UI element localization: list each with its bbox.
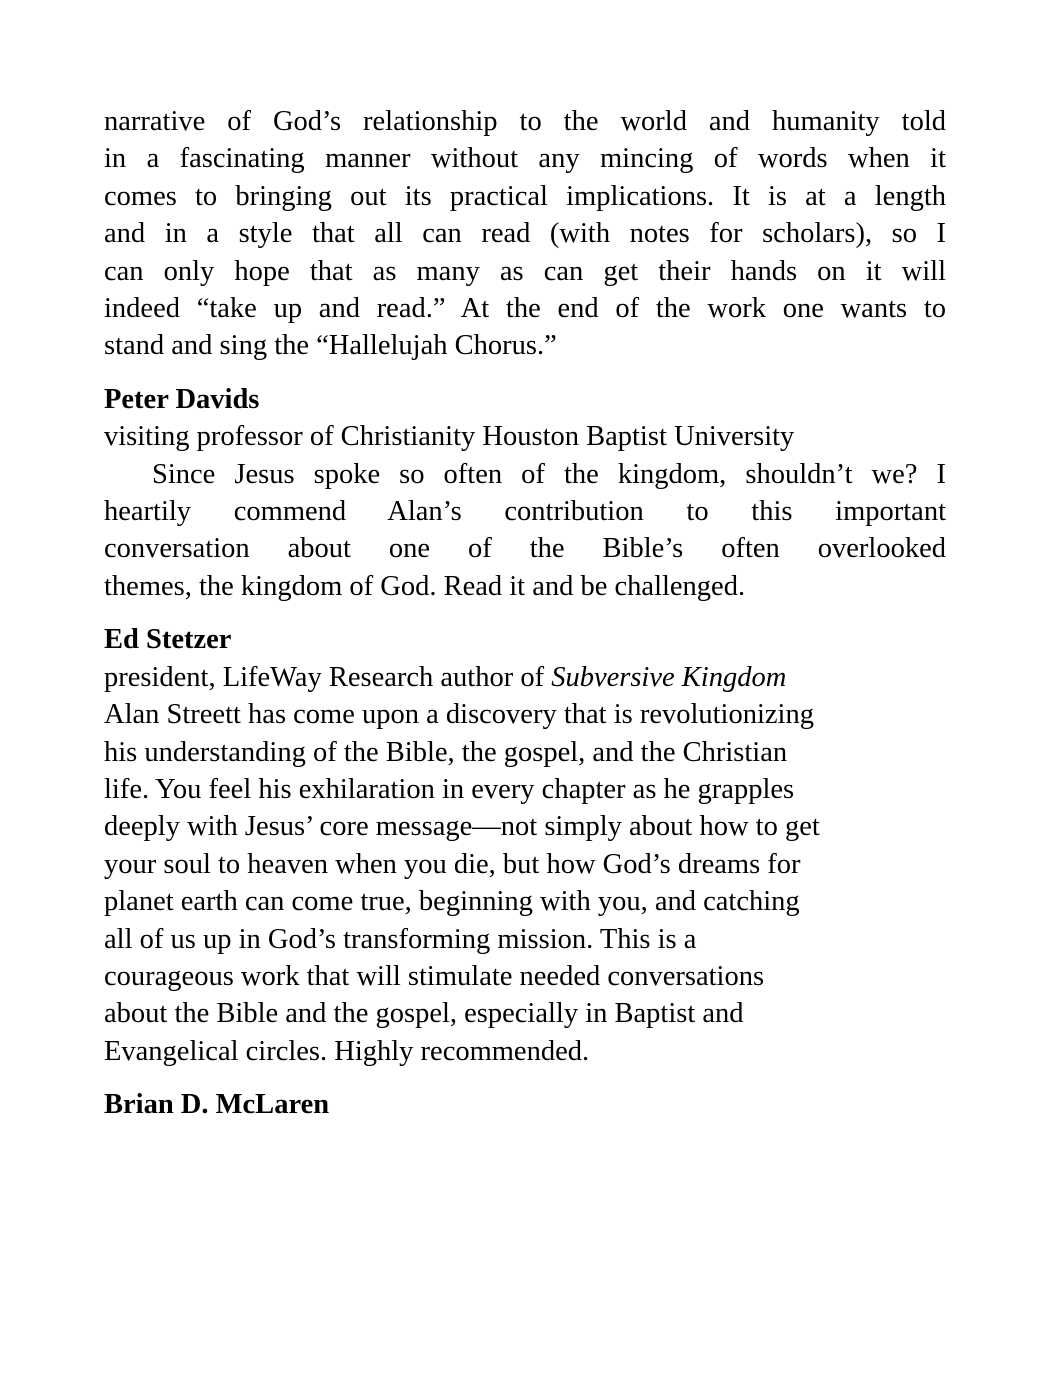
document-page xyxy=(104,103,946,1124)
text-line: all of us up in God’s transforming mission. This is a xyxy=(104,923,697,955)
text-line: Alan Streett has come upon a discovery that is revolutionizing xyxy=(104,699,814,731)
endorser-name-brian-mclaren: Brian D. McLaren xyxy=(104,1089,330,1121)
endorser-name-ed-stetzer: Ed Stetzer xyxy=(104,624,232,656)
text-line: Since Jesus spoke so often of the kingdom, shouldn’t we? I xyxy=(152,458,946,490)
text-line: his understanding of the Bible, the gospel, and the Christian xyxy=(104,736,788,768)
text-line: and in a style that all can read (with notes for scholars), so I xyxy=(104,218,946,250)
text-line: indeed “take up and read.” At the end of the work one wants to xyxy=(104,293,946,325)
endorsement-quote xyxy=(104,456,946,606)
text-line: stand and sing the “Hallelujah Chorus.” xyxy=(104,330,557,362)
opening-paragraph xyxy=(104,103,946,365)
text-line: conversation about one of the Bible’s often overlooked xyxy=(104,533,946,565)
endorsement-quote xyxy=(104,696,946,1070)
book-title: Subversive Kingdom xyxy=(551,661,787,693)
text-line: can only hope that as many as can get their hands on it will xyxy=(104,255,946,287)
text-line: themes, the kingdom of God. Read it and be challenged. xyxy=(104,570,746,602)
text-line: your soul to heaven when you die, but how God’s dreams for xyxy=(104,848,801,880)
text-line: Evangelical circles. Highly recommended. xyxy=(104,1035,590,1067)
endorser-title xyxy=(104,659,946,696)
text-line: comes to bringing out its practical implications. It is at a length xyxy=(104,180,946,212)
text-line: deeply with Jesus’ core message—not simply about how to get xyxy=(104,811,820,843)
text-line: planet earth can come true, beginning with you, and catching xyxy=(104,886,800,918)
text-line: courageous work that will stimulate needed conversations xyxy=(104,960,765,992)
text-line: life. You feel his exhilaration in every chapter as he grapples xyxy=(104,773,795,805)
endorser-title: visiting professor of Christianity Houston Baptist University xyxy=(104,421,795,453)
text-line: about the Bible and the gospel, especially in Baptist and xyxy=(104,998,744,1030)
endorser-name-peter-davids: Peter Davids xyxy=(104,383,260,415)
text-line: narrative of God’s relationship to the world and humanity told xyxy=(104,106,946,137)
text-line: heartily commend Alan’s contribution to this important xyxy=(104,496,946,528)
endorser-title-prefix: president, LifeWay Research author of xyxy=(104,661,552,693)
text-line: in a fascinating manner without any mincing of words when it xyxy=(104,143,946,175)
